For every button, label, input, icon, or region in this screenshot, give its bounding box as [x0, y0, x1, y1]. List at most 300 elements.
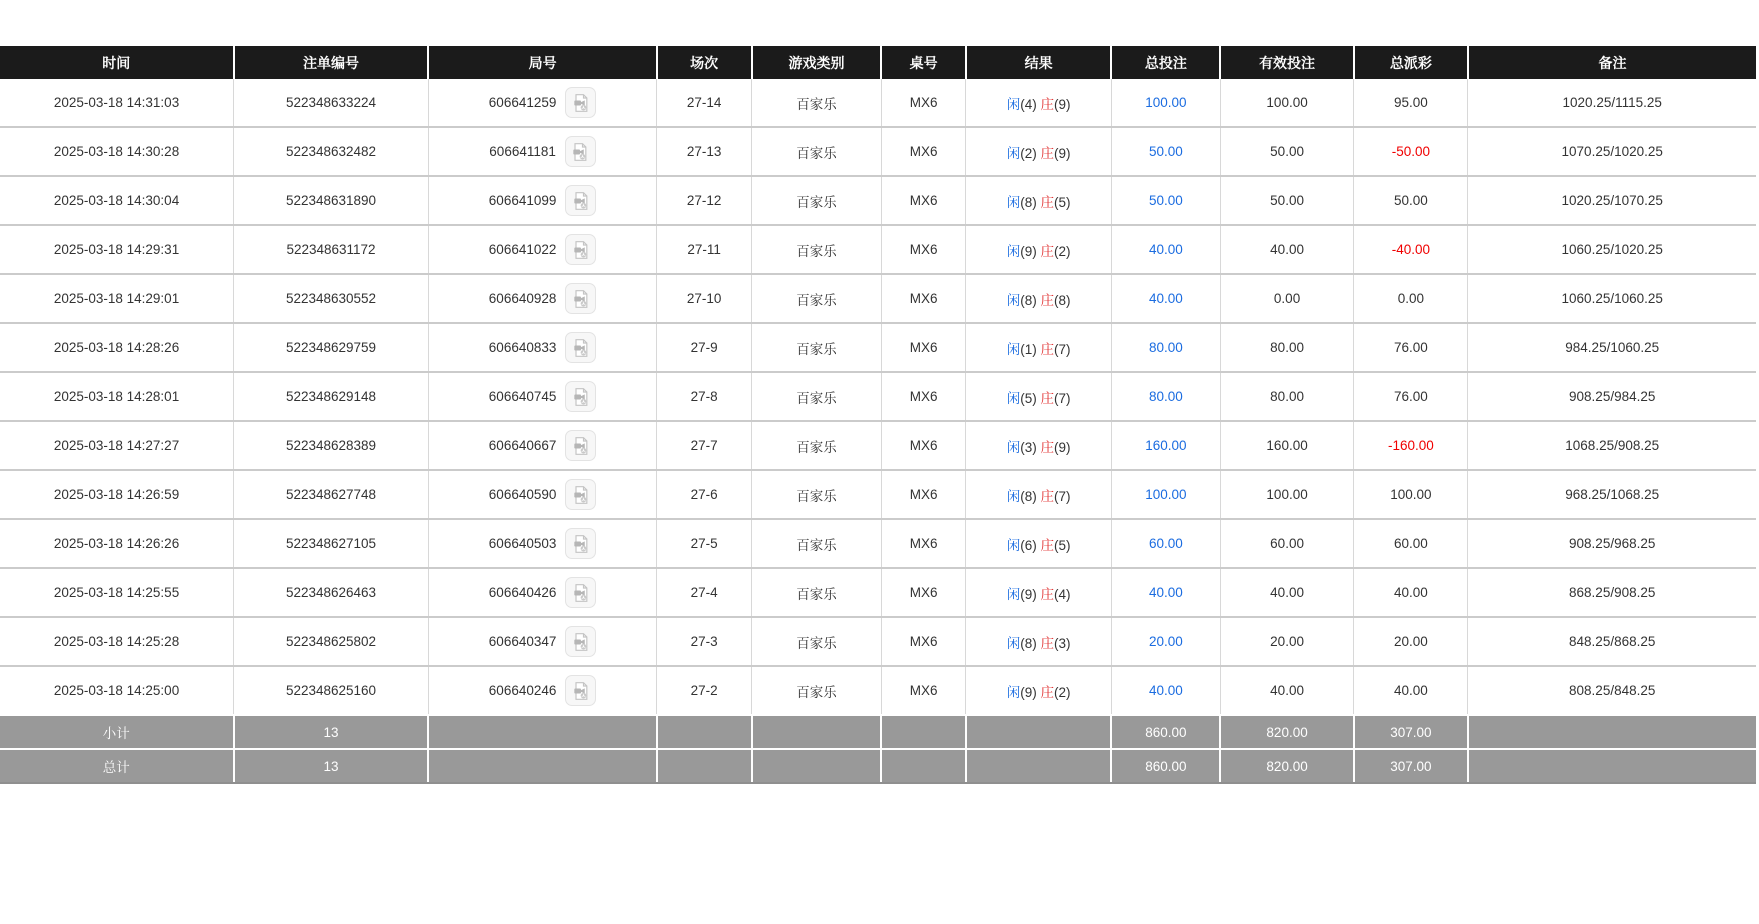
total-bet-link[interactable]: 20.00 [1149, 634, 1183, 649]
cell-bet-id: 522348631172 [234, 225, 429, 274]
column-header-game_type: 游戏类别 [752, 46, 882, 79]
cell-bet-id: 522348626463 [234, 568, 429, 617]
total-bet-link[interactable]: 100.00 [1145, 487, 1187, 502]
cell-session: 27-8 [657, 372, 752, 421]
cell-session: 27-14 [657, 79, 752, 127]
video-file-icon [571, 436, 591, 456]
video-file-icon [571, 485, 591, 505]
grand-total-total-bet: 860.00 [1111, 749, 1220, 783]
result-player-label: 闲 [1006, 194, 1021, 210]
cell-total-bet [1111, 79, 1220, 127]
table-row [0, 79, 1756, 127]
grand-total-label: 总计 [0, 749, 234, 783]
cell-table-no: MX6 [881, 666, 965, 715]
round-number: 606640833 [488, 340, 557, 355]
result-banker-score: (9) [1054, 439, 1071, 455]
grand-total-session-empty [657, 749, 752, 783]
result-player-label: 闲 [1006, 586, 1021, 602]
round-number: 606640590 [488, 487, 557, 502]
cell-result [966, 225, 1112, 274]
cell-remark: 1060.25/1060.25 [1468, 274, 1756, 323]
cell-total-payout: 100.00 [1354, 470, 1468, 519]
video-file-icon [571, 681, 591, 701]
total-bet-link[interactable]: 50.00 [1149, 193, 1183, 208]
cell-table-no: MX6 [881, 127, 965, 176]
result-banker-score: (8) [1054, 292, 1071, 308]
round-cell-inner [489, 675, 597, 706]
cell-total-bet [1111, 372, 1220, 421]
cell-game-type: 百家乐 [752, 666, 882, 715]
subtotal-label: 小计 [0, 715, 234, 749]
cell-result [966, 79, 1112, 127]
cell-remark: 1020.25/1115.25 [1468, 79, 1756, 127]
cell-round-id [428, 421, 656, 470]
cell-time: 2025-03-18 14:28:26 [0, 323, 234, 372]
result-banker-label: 庄 [1040, 243, 1054, 259]
cell-bet-id: 522348629759 [234, 323, 429, 372]
total-bet-link[interactable]: 40.00 [1149, 291, 1183, 306]
result-player-label: 闲 [1006, 243, 1021, 259]
round-cell-inner [489, 577, 597, 608]
cell-time: 2025-03-18 14:26:26 [0, 519, 234, 568]
cell-valid-bet: 100.00 [1220, 470, 1353, 519]
cell-game-type: 百家乐 [752, 176, 882, 225]
round-number: 606640246 [488, 683, 557, 698]
cell-game-type: 百家乐 [752, 127, 882, 176]
column-header-result: 结果 [966, 46, 1112, 79]
result-player-label: 闲 [1006, 537, 1021, 553]
cell-total-bet [1111, 274, 1220, 323]
table-row [0, 470, 1756, 519]
result-player-score: (8) [1020, 194, 1037, 210]
grand-total-total-payout: 307.00 [1354, 749, 1468, 783]
cell-time: 2025-03-18 14:26:59 [0, 470, 234, 519]
cell-round-id [428, 568, 656, 617]
result-banker-score: (5) [1054, 194, 1071, 210]
cell-time: 2025-03-18 14:25:28 [0, 617, 234, 666]
cell-session: 27-12 [657, 176, 752, 225]
grand-total-valid-bet: 820.00 [1220, 749, 1353, 783]
result-banker-score: (5) [1054, 537, 1071, 553]
cell-table-no: MX6 [881, 323, 965, 372]
grand-total-table-no-empty [881, 749, 965, 783]
cell-total-bet [1111, 225, 1220, 274]
result-banker-score: (4) [1054, 586, 1071, 602]
table-row [0, 274, 1756, 323]
result-banker-label: 庄 [1040, 537, 1054, 553]
result-banker-score: (9) [1054, 145, 1071, 161]
cell-valid-bet: 80.00 [1220, 372, 1353, 421]
cell-session: 27-13 [657, 127, 752, 176]
cell-round-id [428, 666, 656, 715]
result-banker-label: 庄 [1040, 96, 1054, 112]
result-player-score: (8) [1020, 488, 1037, 504]
cell-table-no: MX6 [881, 225, 965, 274]
table-body [0, 79, 1756, 715]
cell-total-payout: -50.00 [1354, 127, 1468, 176]
cell-table-no: MX6 [881, 79, 965, 127]
grand-total-round-id-empty [428, 749, 656, 783]
cell-game-type: 百家乐 [752, 79, 882, 127]
table-row [0, 176, 1756, 225]
subtotal-count: 13 [234, 715, 429, 749]
cell-valid-bet: 40.00 [1220, 225, 1353, 274]
cell-result [966, 617, 1112, 666]
result-player-score: (4) [1020, 96, 1037, 112]
cell-remark: 848.25/868.25 [1468, 617, 1756, 666]
cell-valid-bet: 160.00 [1220, 421, 1353, 470]
result-banker-score: (7) [1054, 488, 1071, 504]
cell-bet-id: 522348631890 [234, 176, 429, 225]
cell-session: 27-10 [657, 274, 752, 323]
video-replay-button[interactable] [565, 332, 596, 363]
video-replay-button[interactable] [565, 675, 596, 706]
cell-table-no: MX6 [881, 617, 965, 666]
video-replay-button[interactable] [565, 479, 596, 510]
video-replay-button[interactable] [565, 185, 596, 216]
cell-remark: 1068.25/908.25 [1468, 421, 1756, 470]
cell-table-no: MX6 [881, 176, 965, 225]
round-cell-inner [489, 528, 597, 559]
table-row [0, 127, 1756, 176]
video-file-icon [571, 632, 591, 652]
cell-total-bet [1111, 323, 1220, 372]
result-banker-label: 庄 [1040, 635, 1054, 651]
result-banker-score: (7) [1054, 341, 1071, 357]
result-banker-score: (2) [1054, 243, 1071, 259]
grand-total-result-empty [966, 749, 1112, 783]
result-banker-score: (9) [1054, 96, 1071, 112]
cell-valid-bet: 40.00 [1220, 568, 1353, 617]
cell-result [966, 519, 1112, 568]
round-number: 606641099 [488, 193, 557, 208]
cell-total-payout: 40.00 [1354, 666, 1468, 715]
cell-total-bet [1111, 666, 1220, 715]
total-bet-link[interactable]: 40.00 [1149, 683, 1183, 698]
round-number: 606641022 [488, 242, 557, 257]
video-replay-button[interactable] [565, 577, 596, 608]
cell-result [966, 176, 1112, 225]
round-cell-inner [489, 87, 597, 118]
column-header-round_id: 局号 [428, 46, 656, 79]
table-header-row [0, 46, 1756, 79]
subtotal-round-id-empty [428, 715, 656, 749]
subtotal-row [0, 715, 1756, 749]
video-file-icon [571, 289, 591, 309]
cell-time: 2025-03-18 14:30:28 [0, 127, 234, 176]
cell-total-payout: -40.00 [1354, 225, 1468, 274]
cell-total-payout: 40.00 [1354, 568, 1468, 617]
subtotal-total-payout: 307.00 [1354, 715, 1468, 749]
cell-remark: 908.25/984.25 [1468, 372, 1756, 421]
cell-valid-bet: 40.00 [1220, 666, 1353, 715]
cell-round-id [428, 79, 656, 127]
table-footer [0, 715, 1756, 783]
cell-session: 27-5 [657, 519, 752, 568]
video-file-icon [570, 142, 590, 162]
cell-valid-bet: 80.00 [1220, 323, 1353, 372]
cell-valid-bet: 20.00 [1220, 617, 1353, 666]
cell-time: 2025-03-18 14:25:55 [0, 568, 234, 617]
total-bet-link[interactable]: 160.00 [1145, 438, 1187, 453]
video-replay-button[interactable] [565, 87, 596, 118]
cell-round-id [428, 225, 656, 274]
total-bet-link[interactable]: 100.00 [1145, 95, 1187, 110]
cell-game-type: 百家乐 [752, 421, 882, 470]
video-replay-button[interactable] [565, 381, 596, 412]
cell-time: 2025-03-18 14:27:27 [0, 421, 234, 470]
cell-total-payout: 60.00 [1354, 519, 1468, 568]
result-banker-label: 庄 [1040, 390, 1054, 406]
round-number: 606640928 [488, 291, 557, 306]
cell-bet-id: 522348627748 [234, 470, 429, 519]
video-file-icon [571, 583, 591, 603]
cell-total-bet [1111, 127, 1220, 176]
cell-table-no: MX6 [881, 372, 965, 421]
table-row [0, 617, 1756, 666]
cell-bet-id: 522348625802 [234, 617, 429, 666]
cell-bet-id: 522348628389 [234, 421, 429, 470]
cell-round-id [428, 519, 656, 568]
total-bet-link[interactable]: 80.00 [1149, 340, 1183, 355]
round-number: 606640745 [488, 389, 557, 404]
column-header-total_payout: 总派彩 [1354, 46, 1468, 79]
cell-time: 2025-03-18 14:30:04 [0, 176, 234, 225]
result-banker-label: 庄 [1040, 439, 1054, 455]
cell-remark: 1070.25/1020.25 [1468, 127, 1756, 176]
round-cell-inner [489, 332, 597, 363]
round-cell-inner [489, 185, 597, 216]
result-banker-label: 庄 [1040, 292, 1054, 308]
cell-time: 2025-03-18 14:31:03 [53, 95, 180, 110]
cell-game-type: 百家乐 [752, 323, 882, 372]
cell-remark: 808.25/848.25 [1468, 666, 1756, 715]
cell-total-payout: 20.00 [1354, 617, 1468, 666]
cell-bet-id: 522348629148 [234, 372, 429, 421]
cell-round-id [428, 323, 656, 372]
result-player-label: 闲 [1006, 439, 1021, 455]
cell-total-bet [1111, 421, 1220, 470]
cell-bet-id: 522348630552 [234, 274, 429, 323]
cell-result [966, 127, 1112, 176]
round-cell-inner [489, 283, 597, 314]
grand-total-count: 13 [234, 749, 429, 783]
video-file-icon [571, 191, 591, 211]
cell-bet-id: 522348625160 [234, 666, 429, 715]
table-row [0, 666, 1756, 715]
column-header-remark: 备注 [1468, 46, 1756, 79]
cell-game-type: 百家乐 [752, 519, 882, 568]
cell-total-bet [1111, 176, 1220, 225]
cell-session: 27-2 [657, 666, 752, 715]
cell-total-bet [1111, 617, 1220, 666]
video-file-icon [571, 93, 591, 113]
video-file-icon [571, 534, 591, 554]
subtotal-total-bet: 860.00 [1111, 715, 1220, 749]
result-player-score: (1) [1020, 341, 1037, 357]
round-number: 606640426 [488, 585, 557, 600]
result-player-label: 闲 [1006, 341, 1021, 357]
total-bet-link[interactable]: 60.00 [1149, 536, 1183, 551]
cell-result [966, 421, 1112, 470]
cell-valid-bet: 0.00 [1220, 274, 1353, 323]
video-replay-button[interactable] [565, 626, 596, 657]
result-player-score: (2) [1020, 145, 1037, 161]
column-header-table_no: 桌号 [881, 46, 965, 79]
result-banker-label: 庄 [1040, 488, 1054, 504]
result-player-label: 闲 [1006, 635, 1021, 651]
total-bet-link[interactable]: 80.00 [1149, 389, 1183, 404]
column-header-bet_id: 注单编号 [234, 46, 429, 79]
result-banker-score: (3) [1054, 635, 1071, 651]
column-header-time: 时间 [0, 46, 234, 79]
cell-total-payout: 95.00 [1354, 79, 1468, 127]
column-header-total_bet: 总投注 [1111, 46, 1220, 79]
cell-total-payout: 50.00 [1354, 176, 1468, 225]
table-row [0, 372, 1756, 421]
grand-total-remark-empty [1468, 749, 1756, 783]
cell-bet-id: 522348627105 [234, 519, 429, 568]
cell-round-id [428, 470, 656, 519]
cell-result [966, 470, 1112, 519]
subtotal-remark-empty [1468, 715, 1756, 749]
cell-time: 2025-03-18 14:25:00 [0, 666, 234, 715]
cell-time: 2025-03-18 14:29:01 [0, 274, 234, 323]
cell-session: 27-3 [657, 617, 752, 666]
cell-total-bet [1111, 568, 1220, 617]
cell-total-payout: 0.00 [1354, 274, 1468, 323]
column-header-valid_bet: 有效投注 [1220, 46, 1353, 79]
cell-session: 27-11 [657, 225, 752, 274]
cell-table-no: MX6 [881, 274, 965, 323]
cell-round-id [428, 372, 656, 421]
total-bet-link[interactable]: 50.00 [1149, 144, 1183, 159]
cell-round-id [428, 617, 656, 666]
cell-valid-bet: 100.00 [1220, 79, 1353, 127]
subtotal-result-empty [966, 715, 1112, 749]
video-file-icon [571, 338, 591, 358]
cell-round-id [428, 274, 656, 323]
round-number: 606640347 [488, 634, 557, 649]
cell-result [966, 568, 1112, 617]
result-player-score: (8) [1020, 292, 1037, 308]
cell-total-bet [1111, 519, 1220, 568]
video-replay-button[interactable] [565, 136, 596, 167]
video-replay-button[interactable] [565, 283, 596, 314]
cell-session: 27-4 [657, 568, 752, 617]
cell-valid-bet: 60.00 [1220, 519, 1353, 568]
round-cell-inner [489, 234, 597, 265]
video-file-icon [571, 240, 591, 260]
cell-game-type: 百家乐 [752, 568, 882, 617]
subtotal-table-no-empty [881, 715, 965, 749]
cell-table-no: MX6 [881, 568, 965, 617]
subtotal-valid-bet: 820.00 [1220, 715, 1353, 749]
round-number: 606640503 [488, 536, 557, 551]
table-row [0, 421, 1756, 470]
result-banker-score: (7) [1054, 390, 1071, 406]
cell-result [966, 274, 1112, 323]
round-number: 606641259 [488, 95, 557, 110]
cell-remark: 968.25/1068.25 [1468, 470, 1756, 519]
cell-game-type: 百家乐 [752, 274, 882, 323]
cell-remark: 984.25/1060.25 [1468, 323, 1756, 372]
cell-time: 2025-03-18 14:28:01 [0, 372, 234, 421]
result-player-label: 闲 [1006, 145, 1021, 161]
cell-total-payout: 76.00 [1354, 372, 1468, 421]
round-number: 606641181 [489, 144, 556, 159]
video-replay-button[interactable] [565, 528, 596, 559]
result-banker-label: 庄 [1040, 194, 1054, 210]
subtotal-session-empty [657, 715, 752, 749]
cell-round-id [428, 176, 656, 225]
result-banker-label: 庄 [1040, 586, 1054, 602]
cell-game-type: 百家乐 [752, 470, 882, 519]
cell-round-id [428, 127, 656, 176]
cell-game-type: 百家乐 [752, 225, 882, 274]
cell-game-type: 百家乐 [752, 372, 882, 421]
result-player-label: 闲 [1006, 390, 1021, 406]
cell-result [966, 323, 1112, 372]
result-player-score: (5) [1020, 390, 1037, 406]
result-player-label: 闲 [1006, 488, 1021, 504]
table-row [0, 225, 1756, 274]
video-replay-button[interactable] [565, 234, 596, 265]
bet-records-table [0, 46, 1756, 784]
cell-result [966, 666, 1112, 715]
cell-session: 27-7 [657, 421, 752, 470]
cell-remark: 908.25/968.25 [1468, 519, 1756, 568]
cell-total-payout: 76.00 [1354, 323, 1468, 372]
cell-valid-bet: 50.00 [1220, 127, 1353, 176]
subtotal-game-type-empty [752, 715, 882, 749]
round-cell-inner [489, 381, 597, 412]
cell-result [966, 372, 1112, 421]
grand-total-game-type-empty [752, 749, 882, 783]
video-replay-button[interactable] [565, 430, 596, 461]
cell-session: 27-9 [657, 323, 752, 372]
total-bet-link[interactable]: 40.00 [1149, 585, 1183, 600]
cell-game-type: 百家乐 [752, 617, 882, 666]
grand-total-row [0, 749, 1756, 783]
cell-table-no: MX6 [881, 421, 965, 470]
cell-time: 2025-03-18 14:29:31 [0, 225, 234, 274]
cell-table-no: MX6 [881, 519, 965, 568]
table-row [0, 323, 1756, 372]
cell-table-no: MX6 [881, 470, 965, 519]
result-banker-score: (2) [1054, 684, 1071, 700]
result-player-score: (9) [1020, 586, 1037, 602]
column-header-session: 场次 [657, 46, 752, 79]
result-player-label: 闲 [1006, 684, 1021, 700]
round-cell-inner [489, 136, 596, 167]
result-player-score: (8) [1020, 635, 1037, 651]
cell-bet-id: 522348633224 [234, 79, 429, 127]
result-player-score: (3) [1020, 439, 1037, 455]
cell-total-payout: -160.00 [1354, 421, 1468, 470]
cell-remark: 1060.25/1020.25 [1468, 225, 1756, 274]
cell-bet-id: 522348632482 [234, 127, 429, 176]
total-bet-link[interactable]: 40.00 [1149, 242, 1183, 257]
result-player-score: (9) [1020, 243, 1037, 259]
result-banker-label: 庄 [1040, 684, 1054, 700]
result-banker-label: 庄 [1040, 145, 1054, 161]
result-player-label: 闲 [1006, 96, 1021, 112]
table-row [0, 568, 1756, 617]
cell-session: 27-6 [657, 470, 752, 519]
result-banker-label: 庄 [1040, 341, 1054, 357]
round-cell-inner [489, 626, 597, 657]
